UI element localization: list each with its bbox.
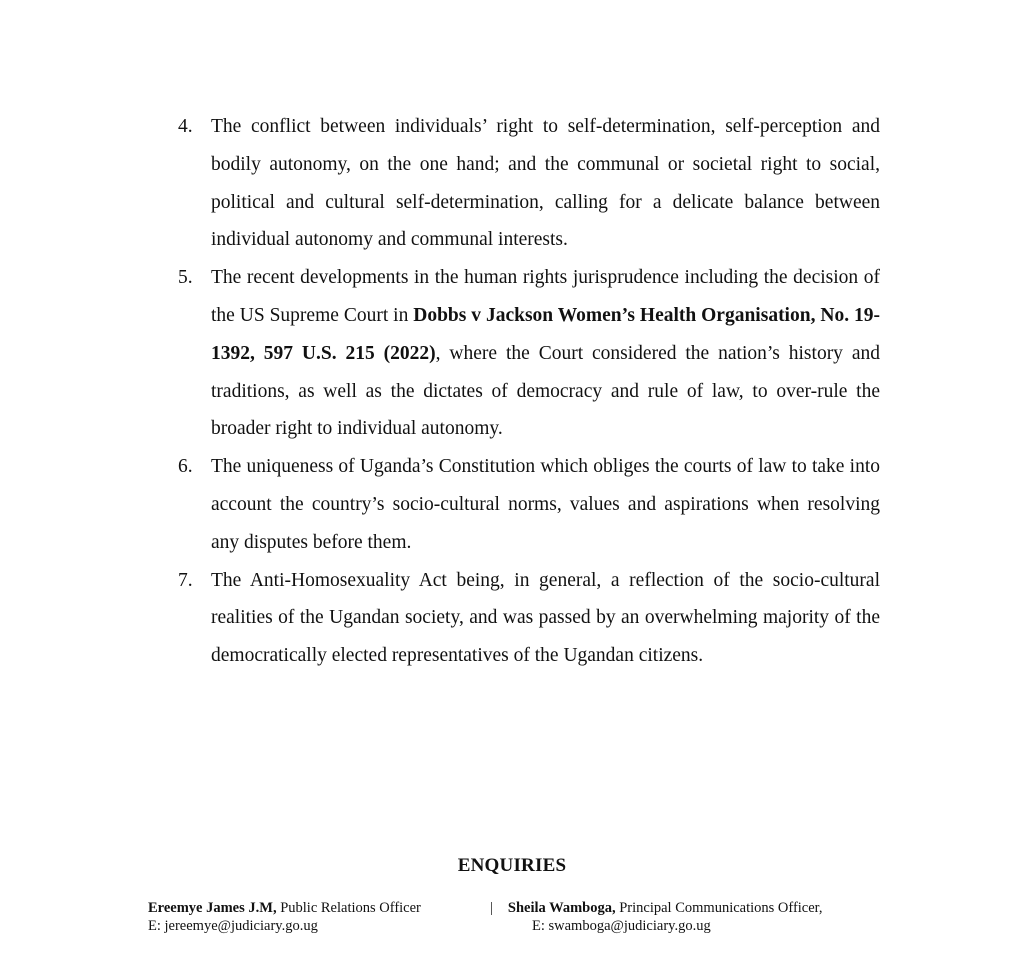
enquiries-heading: ENQUIRIES [457, 855, 567, 876]
contact-role: Public Relations Officer [276, 900, 421, 916]
list-item-number: 7. [178, 569, 193, 591]
list-item-4 [170, 108, 880, 259]
contact-communications-officer [490, 899, 910, 935]
list-item-number: 4. [178, 116, 193, 137]
contact-name: Sheila Wamboga, [507, 900, 616, 916]
contact-email: E: swamboga@judiciary.go.ug [532, 918, 711, 934]
contact-email: E: jereemye@judiciary.go.ug [148, 918, 318, 934]
list-item-text: The uniqueness of Uganda’s Constitution which obliges the courts of law to take into account the country’s socio-cultural norms, values and aspirations when resolving any disputes before them. [211, 456, 880, 553]
list-item-7 [170, 562, 880, 675]
list-item-text-after: , where the Court considered the nation’s history and traditions, as well as the dictates of democracy and rule of law, to over-rule the broader right to individual autonomy. [211, 342, 880, 440]
list-item-6 [170, 448, 880, 561]
contact-name: Ereemye James J.M, [148, 900, 277, 916]
list-item-text: The conflict between individuals’ right to self-determination, self-perception and bodily autonomy, on the one hand; and the communal or societal right to social, political and cultural self-determination, calling for a delicate balance between individual autonomy and communal interests. [211, 116, 880, 251]
list-item-number: 6. [178, 456, 193, 478]
contact-role: Principal Communications Officer, [615, 900, 823, 916]
contact-pr-officer [148, 899, 488, 935]
numbered-list [170, 108, 880, 675]
contact-separator: | [490, 900, 493, 916]
case-citation: Dobbs v Jackson Women’s Health Organisation, No. 19-1392, 597 U.S. 215 (2022) [211, 304, 880, 364]
list-item-5 [170, 259, 880, 448]
list-item-number: 5. [178, 267, 193, 289]
list-item-text: The Anti-Homosexuality Act being, in general, a reflection of the socio-cultural realities of the Ugandan society, and was passed by an overwhelming majority of the democratically elected representatives of the Ugandan citizens. [211, 569, 880, 667]
list-item-text-before: The recent developments in the human rights jurisprudence including the decision of the US Supreme Court in [211, 267, 880, 326]
